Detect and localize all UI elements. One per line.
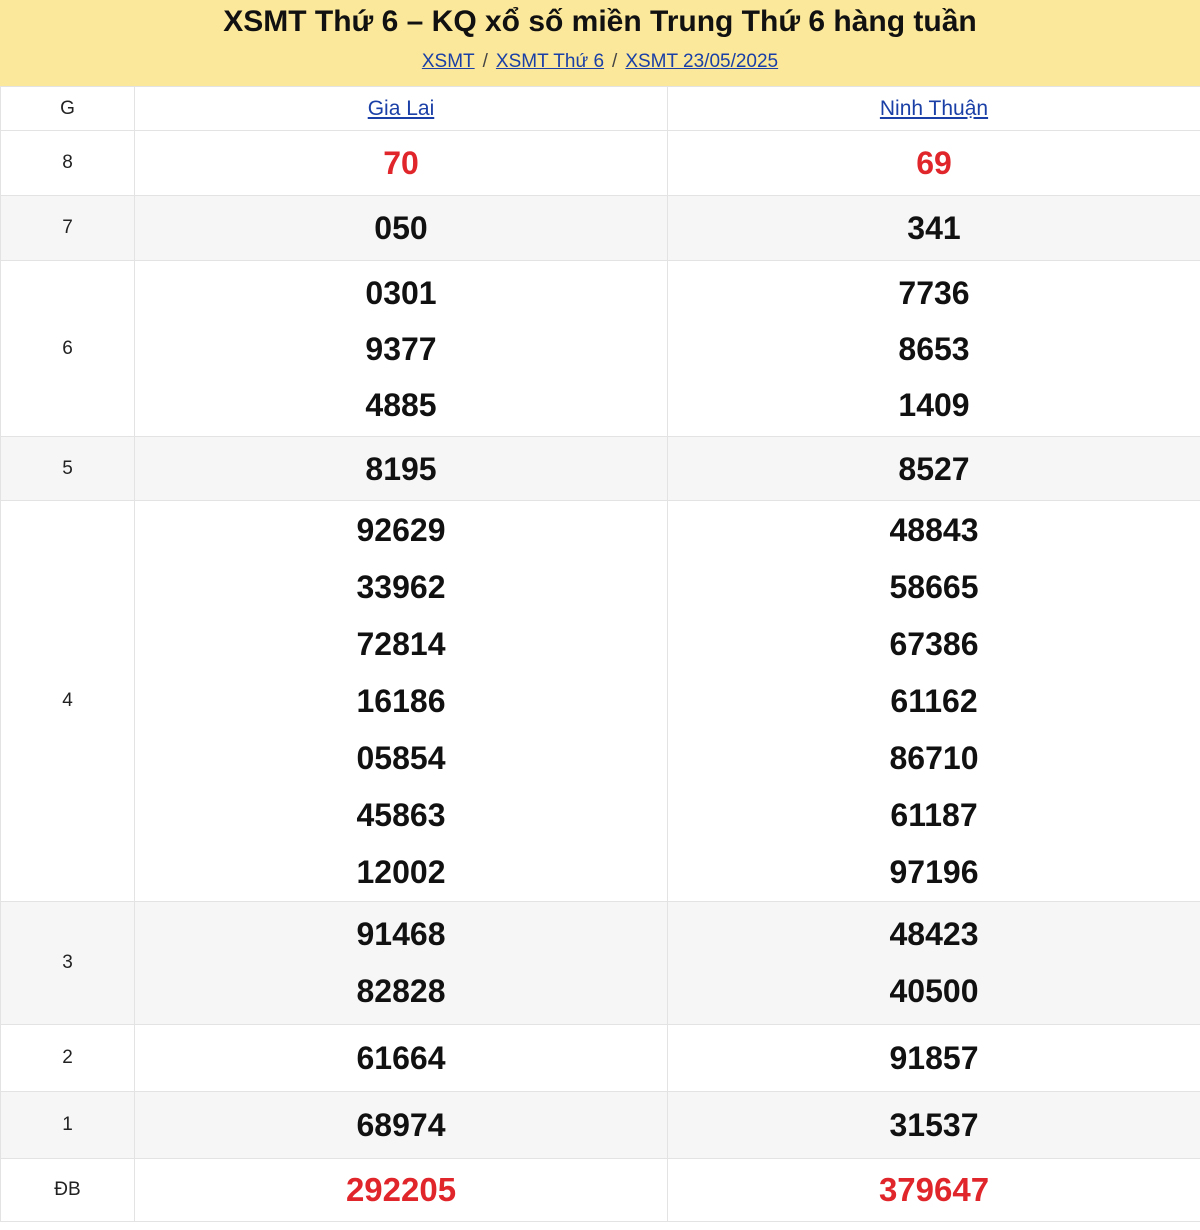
prize-row-2: [1, 1025, 1200, 1092]
result-number: 8527: [898, 450, 970, 487]
result-cell-gia-lai: [135, 1025, 668, 1092]
special-prize-number: 379647: [878, 1171, 990, 1208]
result-number: 61664: [356, 1040, 446, 1076]
result-cell-gia-lai: [135, 261, 668, 437]
prize-label: 5: [1, 437, 135, 501]
prize-label: 4: [1, 501, 135, 902]
breadcrumb-link-xsmt-date[interactable]: XSMT 23/05/2025: [625, 51, 779, 72]
province-header-ninh-thuan: [668, 87, 1200, 131]
result-number: 91857: [889, 1040, 979, 1076]
result-number: 16186: [356, 682, 446, 719]
breadcrumb: [0, 49, 1200, 75]
result-number: 67386: [889, 625, 979, 662]
breadcrumb-separator: /: [482, 51, 488, 72]
prize-label: ĐB: [1, 1159, 135, 1222]
result-number: 40500: [889, 973, 979, 1009]
prize-label: 6: [1, 261, 135, 437]
prize-row-6: [1, 261, 1200, 437]
result-cell-ninh-thuan: [668, 437, 1200, 501]
page-header: [0, 0, 1200, 86]
prize-row-4: [1, 501, 1200, 902]
prize-label: 7: [1, 196, 135, 261]
result-number: 341: [907, 210, 961, 246]
result-cell-gia-lai: [135, 1092, 668, 1159]
result-number: 61162: [890, 682, 978, 719]
result-number: 1409: [898, 386, 970, 423]
page-title: XSMT Thứ 6 – KQ xổ số miền Trung Thứ 6 hàng tuần: [223, 5, 977, 38]
prize-row-3: [1, 902, 1200, 1025]
result-number: 12002: [356, 853, 446, 890]
result-cell-gia-lai: [135, 1159, 668, 1222]
result-cell-gia-lai: [135, 902, 668, 1025]
province-link-gia-lai[interactable]: Gia Lai: [367, 96, 435, 120]
result-number: 69: [916, 145, 952, 181]
result-number: 8653: [898, 330, 970, 367]
result-number: 48423: [889, 916, 979, 952]
prize-label: 1: [1, 1092, 135, 1159]
results-table: [0, 86, 1200, 1222]
result-cell-gia-lai: [135, 196, 668, 261]
prize-row-1: [1, 1092, 1200, 1159]
result-cell-ninh-thuan: [668, 1159, 1200, 1222]
special-prize-number: 292205: [345, 1171, 457, 1208]
result-number: 58665: [889, 568, 979, 605]
result-cell-ninh-thuan: [668, 196, 1200, 261]
result-number: 9377: [365, 330, 437, 367]
result-number: 48843: [889, 511, 979, 548]
result-cell-ninh-thuan: [668, 1092, 1200, 1159]
result-number: 91468: [356, 916, 446, 952]
result-number: 86710: [889, 739, 979, 776]
prize-column-header: G: [1, 87, 135, 131]
result-cell-gia-lai: [135, 501, 668, 902]
result-number: 92629: [356, 511, 446, 548]
result-number: 8195: [365, 450, 437, 487]
breadcrumb-link-xsmt-thu-6[interactable]: XSMT Thứ 6: [495, 51, 605, 72]
prize-label: 2: [1, 1025, 135, 1092]
prize-label: 8: [1, 131, 135, 196]
result-number: 4885: [365, 386, 437, 423]
result-number: 61187: [890, 796, 978, 833]
result-number: 0301: [365, 274, 437, 311]
breadcrumb-separator: /: [612, 51, 618, 72]
result-number: 72814: [356, 625, 446, 662]
result-cell-gia-lai: [135, 131, 668, 196]
result-number: 05854: [356, 739, 446, 776]
result-number: 45863: [356, 796, 446, 833]
prize-row-8: [1, 131, 1200, 196]
breadcrumb-link-xsmt[interactable]: XSMT: [421, 51, 475, 72]
prize-row-5: [1, 437, 1200, 501]
result-cell-ninh-thuan: [668, 902, 1200, 1025]
result-number: 050: [374, 210, 428, 246]
result-cell-gia-lai: [135, 437, 668, 501]
result-number: 31537: [889, 1107, 979, 1143]
result-cell-ninh-thuan: [668, 261, 1200, 437]
result-number: 68974: [356, 1107, 446, 1143]
result-number: 70: [383, 145, 419, 181]
prize-label: 3: [1, 902, 135, 1025]
result-number: 97196: [889, 853, 979, 890]
result-cell-ninh-thuan: [668, 501, 1200, 902]
province-link-ninh-thuan[interactable]: Ninh Thuận: [879, 96, 989, 120]
table-header-row: [1, 87, 1200, 131]
prize-row-7: [1, 196, 1200, 261]
prize-row-special: [1, 1159, 1200, 1222]
result-number: 7736: [898, 274, 970, 311]
result-cell-ninh-thuan: [668, 1025, 1200, 1092]
result-number: 82828: [356, 973, 446, 1009]
result-number: 33962: [356, 568, 446, 605]
result-cell-ninh-thuan: [668, 131, 1200, 196]
province-header-gia-lai: [135, 87, 668, 131]
